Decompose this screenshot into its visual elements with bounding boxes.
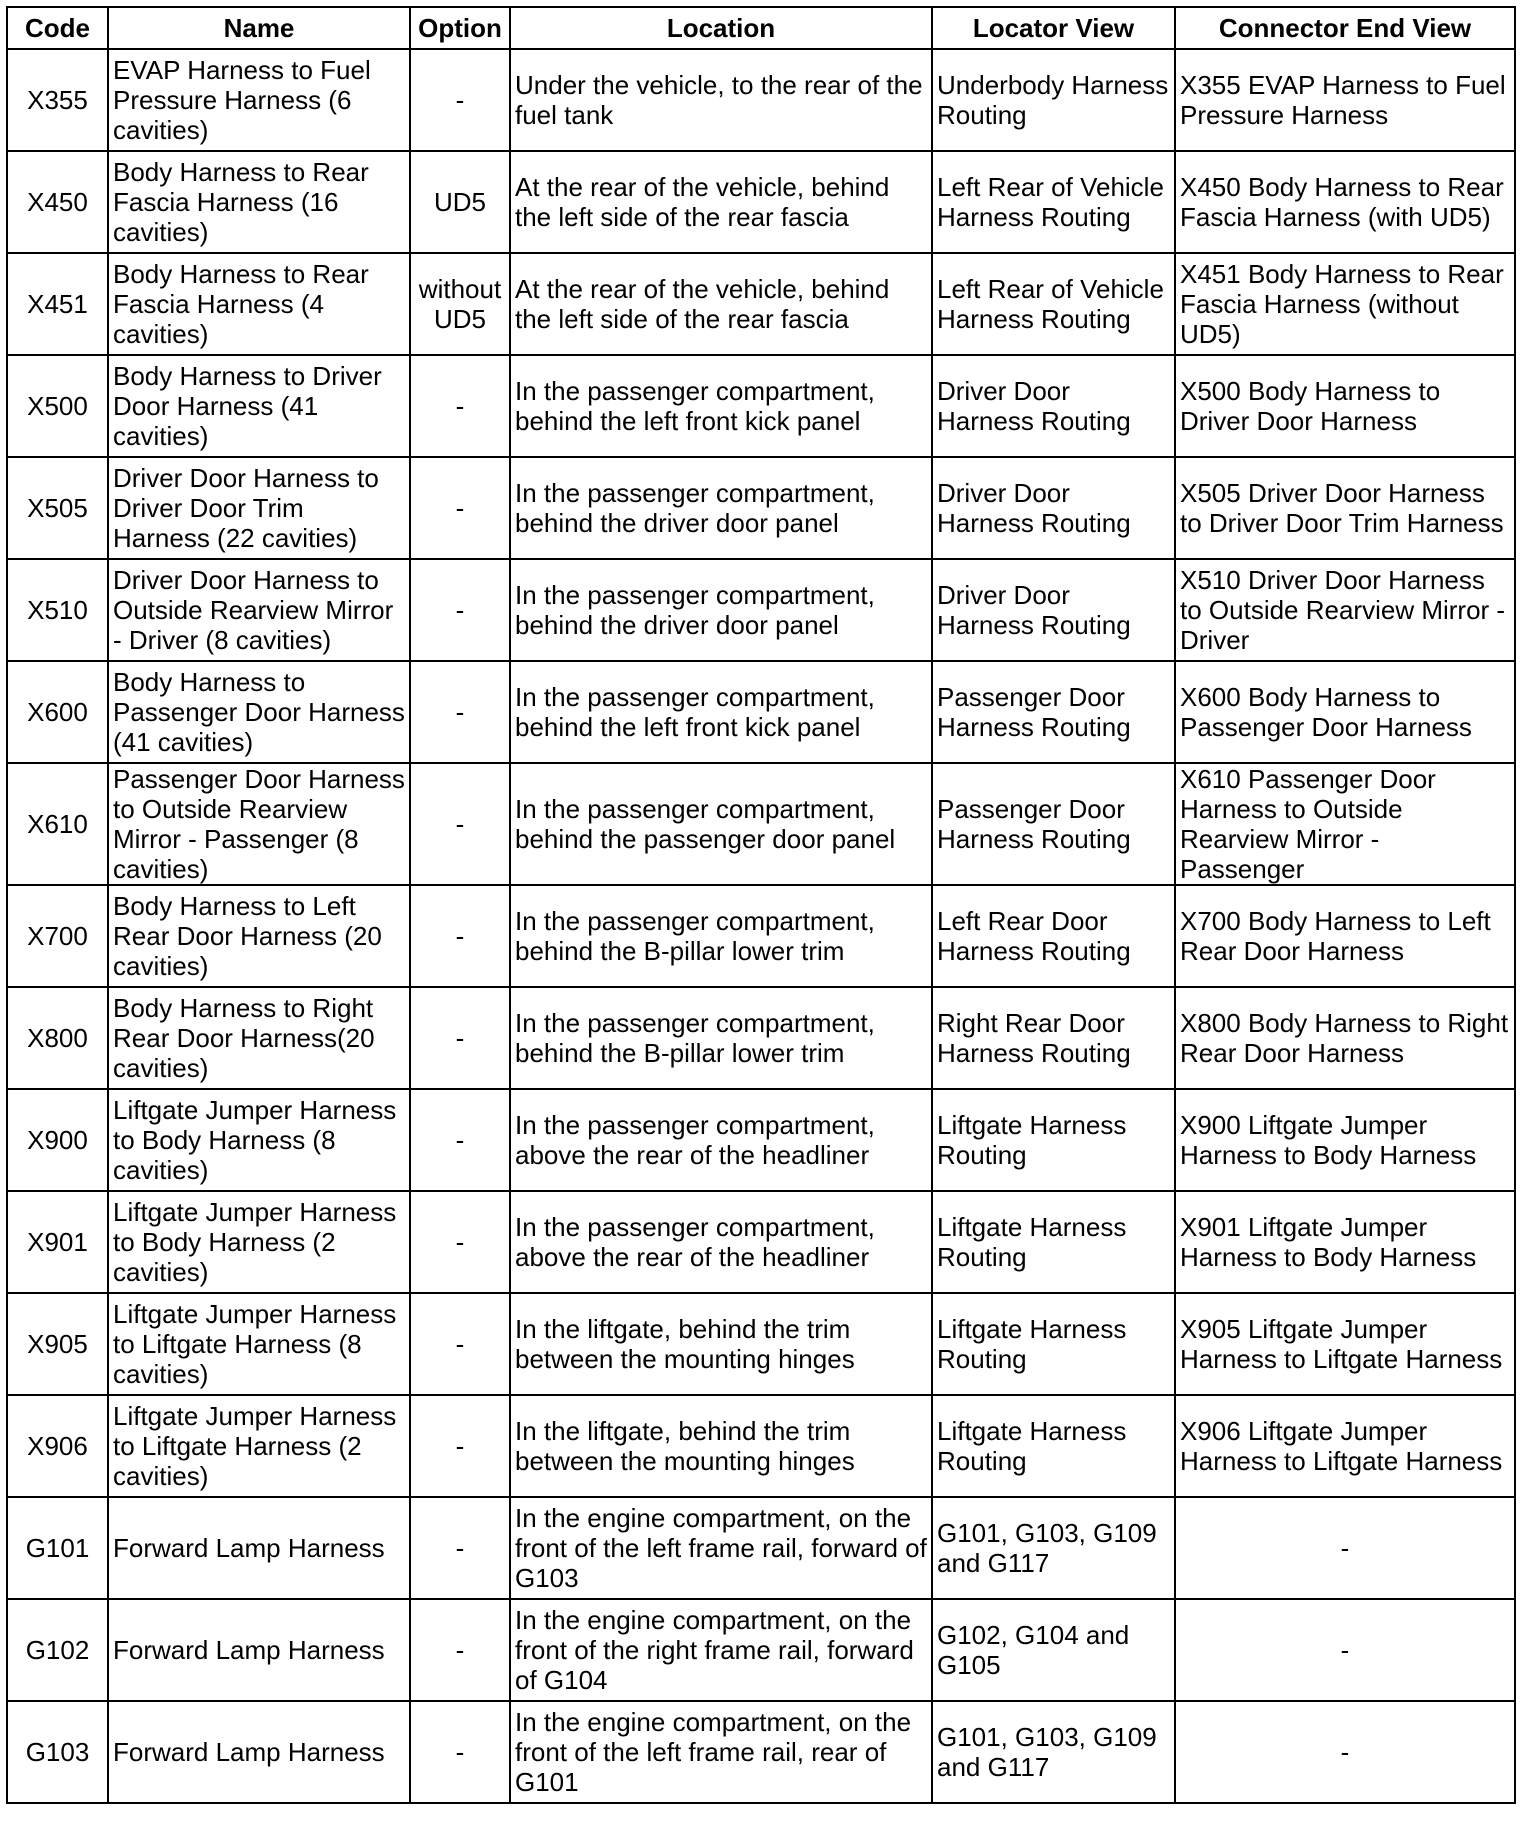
cell-code: X800 bbox=[7, 987, 108, 1089]
cell-code: G102 bbox=[7, 1599, 108, 1701]
cell-code: X906 bbox=[7, 1395, 108, 1497]
cell-code: X600 bbox=[7, 661, 108, 763]
cell-name: Liftgate Jumper Harness to Body Harness (2 cavities) bbox=[108, 1191, 410, 1293]
table-row bbox=[7, 1293, 1515, 1395]
cell-code: X901 bbox=[7, 1191, 108, 1293]
cell-name: EVAP Harness to Fuel Pressure Harness (6 cavities) bbox=[108, 49, 410, 151]
cell-location: In the engine compartment, on the front of the right frame rail, forward of G104 bbox=[510, 1599, 932, 1701]
cell-name: Liftgate Jumper Harness to Body Harness (8 cavities) bbox=[108, 1089, 410, 1191]
table-body bbox=[7, 49, 1515, 1803]
cell-locator-view: Left Rear of Vehicle Harness Routing bbox=[932, 151, 1175, 253]
cell-connector-end-view: X450 Body Harness to Rear Fascia Harness (with UD5) bbox=[1175, 151, 1515, 253]
cell-code: X510 bbox=[7, 559, 108, 661]
cell-locator-view: Liftgate Harness Routing bbox=[932, 1089, 1175, 1191]
table-row bbox=[7, 987, 1515, 1089]
table-row bbox=[7, 763, 1515, 885]
cell-location: In the passenger compartment, above the rear of the headliner bbox=[510, 1089, 932, 1191]
cell-connector-end-view: - bbox=[1175, 1497, 1515, 1599]
cell-code: X900 bbox=[7, 1089, 108, 1191]
cell-locator-view: Liftgate Harness Routing bbox=[932, 1293, 1175, 1395]
cell-locator-view: G101, G103, G109 and G117 bbox=[932, 1701, 1175, 1803]
cell-connector-end-view: X600 Body Harness to Passenger Door Harness bbox=[1175, 661, 1515, 763]
cell-option: - bbox=[410, 885, 510, 987]
cell-location: In the engine compartment, on the front of the left frame rail, forward of G103 bbox=[510, 1497, 932, 1599]
cell-locator-view: Liftgate Harness Routing bbox=[932, 1191, 1175, 1293]
cell-name: Passenger Door Harness to Outside Rearview Mirror - Passenger (8 cavities) bbox=[108, 763, 410, 885]
column-header-locator-view: Locator View bbox=[932, 7, 1175, 49]
cell-connector-end-view: X451 Body Harness to Rear Fascia Harness (without UD5) bbox=[1175, 253, 1515, 355]
cell-option: without UD5 bbox=[410, 253, 510, 355]
cell-location: In the passenger compartment, behind the B-pillar lower trim bbox=[510, 885, 932, 987]
cell-code: X451 bbox=[7, 253, 108, 355]
cell-code: X610 bbox=[7, 763, 108, 885]
cell-location: In the passenger compartment, behind the left front kick panel bbox=[510, 355, 932, 457]
cell-name: Driver Door Harness to Driver Door Trim Harness (22 cavities) bbox=[108, 457, 410, 559]
cell-connector-end-view: - bbox=[1175, 1701, 1515, 1803]
table-row bbox=[7, 151, 1515, 253]
table-row bbox=[7, 1191, 1515, 1293]
cell-name: Body Harness to Left Rear Door Harness (20 cavities) bbox=[108, 885, 410, 987]
table-row bbox=[7, 661, 1515, 763]
table-row bbox=[7, 1395, 1515, 1497]
cell-locator-view: Passenger Door Harness Routing bbox=[932, 661, 1175, 763]
cell-option: UD5 bbox=[410, 151, 510, 253]
cell-connector-end-view: X901 Liftgate Jumper Harness to Body Harness bbox=[1175, 1191, 1515, 1293]
cell-connector-end-view: X610 Passenger Door Harness to Outside Rearview Mirror - Passenger bbox=[1175, 763, 1515, 885]
cell-option: - bbox=[410, 1191, 510, 1293]
cell-name: Body Harness to Right Rear Door Harness(20 cavities) bbox=[108, 987, 410, 1089]
cell-code: X355 bbox=[7, 49, 108, 151]
cell-location: Under the vehicle, to the rear of the fuel tank bbox=[510, 49, 932, 151]
cell-connector-end-view: X500 Body Harness to Driver Door Harness bbox=[1175, 355, 1515, 457]
table-row bbox=[7, 355, 1515, 457]
cell-option: - bbox=[410, 1599, 510, 1701]
cell-name: Forward Lamp Harness bbox=[108, 1599, 410, 1701]
cell-location: In the engine compartment, on the front of the left frame rail, rear of G101 bbox=[510, 1701, 932, 1803]
cell-location: In the passenger compartment, behind the left front kick panel bbox=[510, 661, 932, 763]
cell-location: In the passenger compartment, behind the passenger door panel bbox=[510, 763, 932, 885]
cell-locator-view: G101, G103, G109 and G117 bbox=[932, 1497, 1175, 1599]
cell-locator-view: Underbody Harness Routing bbox=[932, 49, 1175, 151]
cell-option: - bbox=[410, 355, 510, 457]
cell-option: - bbox=[410, 987, 510, 1089]
cell-connector-end-view: X900 Liftgate Jumper Harness to Body Harness bbox=[1175, 1089, 1515, 1191]
cell-option: - bbox=[410, 1701, 510, 1803]
cell-option: - bbox=[410, 49, 510, 151]
table-header bbox=[7, 7, 1515, 49]
cell-location: In the passenger compartment, behind the B-pillar lower trim bbox=[510, 987, 932, 1089]
cell-locator-view: Right Rear Door Harness Routing bbox=[932, 987, 1175, 1089]
table-row bbox=[7, 885, 1515, 987]
cell-location: In the liftgate, behind the trim between the mounting hinges bbox=[510, 1395, 932, 1497]
cell-connector-end-view: X905 Liftgate Jumper Harness to Liftgate Harness bbox=[1175, 1293, 1515, 1395]
cell-locator-view: Driver Door Harness Routing bbox=[932, 559, 1175, 661]
cell-locator-view: Left Rear of Vehicle Harness Routing bbox=[932, 253, 1175, 355]
cell-option: - bbox=[410, 1497, 510, 1599]
column-header-code: Code bbox=[7, 7, 108, 49]
cell-connector-end-view: X355 EVAP Harness to Fuel Pressure Harness bbox=[1175, 49, 1515, 151]
cell-code: X505 bbox=[7, 457, 108, 559]
cell-name: Liftgate Jumper Harness to Liftgate Harness (8 cavities) bbox=[108, 1293, 410, 1395]
cell-option: - bbox=[410, 457, 510, 559]
column-header-connector-end-view: Connector End View bbox=[1175, 7, 1515, 49]
header-row bbox=[7, 7, 1515, 49]
column-header-location: Location bbox=[510, 7, 932, 49]
cell-name: Liftgate Jumper Harness to Liftgate Harness (2 cavities) bbox=[108, 1395, 410, 1497]
column-header-name: Name bbox=[108, 7, 410, 49]
cell-code: G101 bbox=[7, 1497, 108, 1599]
cell-locator-view: Driver Door Harness Routing bbox=[932, 457, 1175, 559]
connector-table-sheet bbox=[6, 6, 1514, 1804]
cell-connector-end-view: - bbox=[1175, 1599, 1515, 1701]
table-row bbox=[7, 49, 1515, 151]
cell-option: - bbox=[410, 763, 510, 885]
cell-name: Body Harness to Passenger Door Harness (41 cavities) bbox=[108, 661, 410, 763]
cell-option: - bbox=[410, 559, 510, 661]
cell-code: X905 bbox=[7, 1293, 108, 1395]
cell-connector-end-view: X700 Body Harness to Left Rear Door Harness bbox=[1175, 885, 1515, 987]
cell-name: Body Harness to Rear Fascia Harness (4 cavities) bbox=[108, 253, 410, 355]
connector-table bbox=[6, 6, 1516, 1804]
cell-locator-view: G102, G104 and G105 bbox=[932, 1599, 1175, 1701]
table-row bbox=[7, 253, 1515, 355]
cell-location: At the rear of the vehicle, behind the left side of the rear fascia bbox=[510, 253, 932, 355]
cell-name: Body Harness to Rear Fascia Harness (16 cavities) bbox=[108, 151, 410, 253]
cell-option: - bbox=[410, 1395, 510, 1497]
cell-code: X700 bbox=[7, 885, 108, 987]
table-row bbox=[7, 1599, 1515, 1701]
table-row bbox=[7, 559, 1515, 661]
cell-option: - bbox=[410, 661, 510, 763]
cell-name: Body Harness to Driver Door Harness (41 cavities) bbox=[108, 355, 410, 457]
cell-connector-end-view: X906 Liftgate Jumper Harness to Liftgate Harness bbox=[1175, 1395, 1515, 1497]
cell-name: Driver Door Harness to Outside Rearview Mirror - Driver (8 cavities) bbox=[108, 559, 410, 661]
table-row bbox=[7, 1701, 1515, 1803]
cell-option: - bbox=[410, 1293, 510, 1395]
column-header-option: Option bbox=[410, 7, 510, 49]
cell-code: G103 bbox=[7, 1701, 108, 1803]
cell-name: Forward Lamp Harness bbox=[108, 1497, 410, 1599]
cell-location: At the rear of the vehicle, behind the left side of the rear fascia bbox=[510, 151, 932, 253]
cell-option: - bbox=[410, 1089, 510, 1191]
cell-locator-view: Passenger Door Harness Routing bbox=[932, 763, 1175, 885]
cell-code: X450 bbox=[7, 151, 108, 253]
cell-locator-view: Liftgate Harness Routing bbox=[932, 1395, 1175, 1497]
cell-location: In the passenger compartment, behind the driver door panel bbox=[510, 559, 932, 661]
table-row bbox=[7, 457, 1515, 559]
cell-locator-view: Left Rear Door Harness Routing bbox=[932, 885, 1175, 987]
cell-location: In the passenger compartment, above the rear of the headliner bbox=[510, 1191, 932, 1293]
cell-name: Forward Lamp Harness bbox=[108, 1701, 410, 1803]
cell-connector-end-view: X800 Body Harness to Right Rear Door Harness bbox=[1175, 987, 1515, 1089]
cell-location: In the liftgate, behind the trim between the mounting hinges bbox=[510, 1293, 932, 1395]
cell-code: X500 bbox=[7, 355, 108, 457]
cell-connector-end-view: X505 Driver Door Harness to Driver Door Trim Harness bbox=[1175, 457, 1515, 559]
table-row bbox=[7, 1497, 1515, 1599]
table-row bbox=[7, 1089, 1515, 1191]
cell-locator-view: Driver Door Harness Routing bbox=[932, 355, 1175, 457]
cell-location: In the passenger compartment, behind the driver door panel bbox=[510, 457, 932, 559]
cell-connector-end-view: X510 Driver Door Harness to Outside Rearview Mirror - Driver bbox=[1175, 559, 1515, 661]
